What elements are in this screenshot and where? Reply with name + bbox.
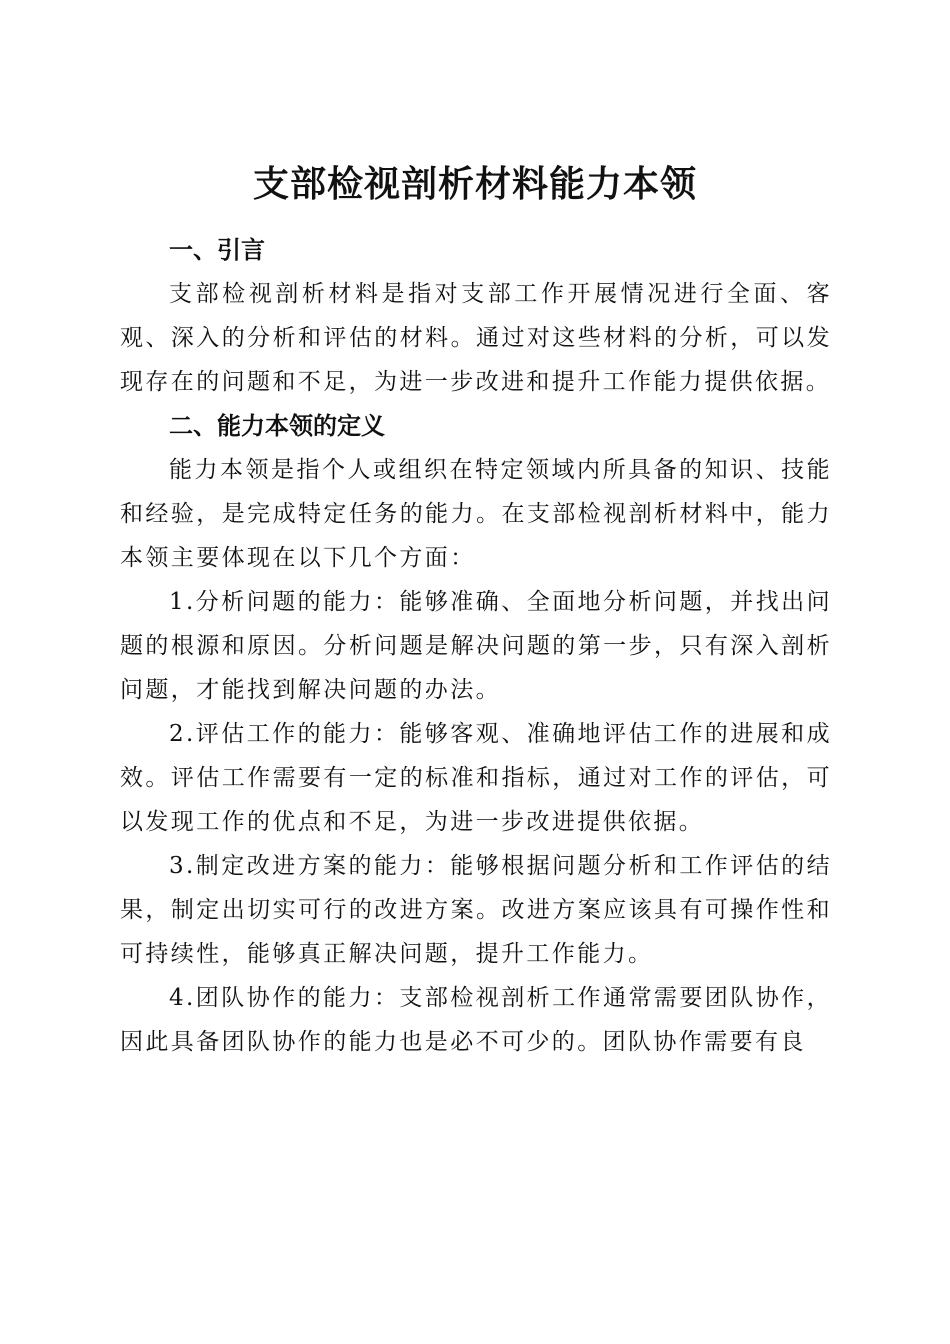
paragraph: 支部检视剖析材料是指对支部工作开展情况进行全面、客观、深入的分析和评估的材料。通过对这些材料的分析，可以发现存在的问题和不足，为进一步改进和提升工作能力提供依据。 bbox=[120, 281, 832, 395]
list-item-evaluation: 2.评估工作的能力：能够客观、准确地评估工作的进展和成效。评估工作需要有一定的标准和指标，通过对工作的评估，可以发现工作的优点和不足，为进一步改进提供依据。 bbox=[120, 721, 832, 835]
document-body bbox=[120, 228, 832, 1064]
paragraph: 能力本领是指个人或组织在特定领域内所具备的知识、技能和经验，是完成特定任务的能力。在支部检视剖析材料中，能力本领主要体现在以下几个方面： bbox=[120, 457, 832, 571]
list-item-analysis: 1.分析问题的能力：能够准确、全面地分析问题，并找出问题的根源和原因。分析问题是解决问题的第一步，只有深入剖析问题，才能找到解决问题的办法。 bbox=[120, 589, 832, 703]
document-title: 支部检视剖析材料能力本领 bbox=[252, 163, 697, 206]
section-definition bbox=[120, 404, 832, 1064]
section-introduction bbox=[120, 228, 832, 404]
list-item-teamwork: 4.团队协作的能力：支部检视剖析工作通常需要团队协作，因此具备团队协作的能力也是必不可少的。团队协作需要有良 bbox=[120, 985, 832, 1055]
list-item-improvement-plan: 3.制定改进方案的能力：能够根据问题分析和工作评估的结果，制定出切实可行的改进方案。改进方案应该具有可操作性和可持续性，能够真正解决问题，提升工作能力。 bbox=[120, 853, 832, 967]
section-heading: 一、引言 bbox=[169, 236, 265, 264]
section-heading: 二、能力本领的定义 bbox=[169, 412, 385, 440]
